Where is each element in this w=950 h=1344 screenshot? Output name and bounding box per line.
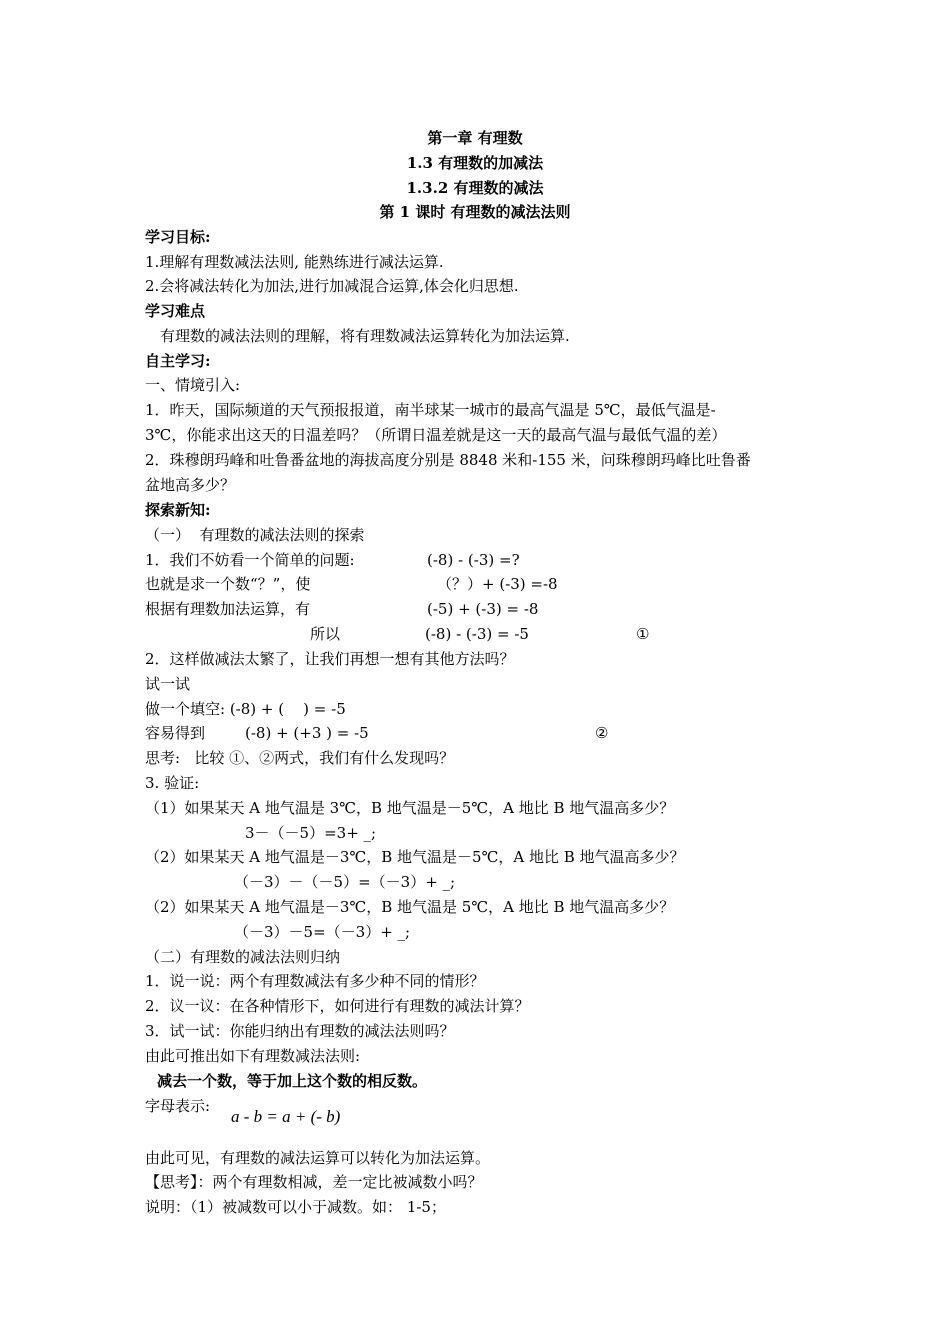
- part-1-title: （一） 有理数的减法法则的探索: [145, 526, 365, 544]
- section-title: 1.3 有理数的加减法: [406, 154, 544, 172]
- reasoning-text: 所以: [310, 625, 341, 643]
- subtraction-rule: 减去一个数，等于加上这个数的相反数。: [157, 1072, 428, 1090]
- reasoning-text: 也就是求一个数“？”，使: [145, 575, 311, 593]
- equation-marker-1: ①: [636, 625, 650, 643]
- reasoning-expression: (-8) - (-3) = -5: [425, 625, 529, 643]
- objective-item: 1.理解有理数减法法则, 能熟练进行减法运算.: [145, 253, 444, 271]
- verify-equation-1: 3－（－5）=3+ _;: [245, 824, 377, 842]
- question-2-line-1: 2．珠穆朗玛峰和吐鲁番盆地的海拔高度分别是 8848 米和-155 米，问珠穆朗玛峰比吐鲁番: [145, 451, 751, 469]
- part-2-title: （二）有理数的减法法则归纳: [145, 948, 341, 966]
- summary-item: 2．议一议：在各种情形下，如何进行有理数的减法计算？: [145, 997, 530, 1015]
- verify-question-1: （1）如果某天 A 地气温是 3℃，B 地气温是－5℃，A 地比 B 地气温高多少？: [145, 799, 675, 817]
- difficulty-heading: 学习难点: [145, 302, 206, 320]
- fill-blank-text: 做一个填空: (-8) + ( ) = -5: [145, 700, 346, 718]
- question-other-method: 2．这样做减法太繁了，让我们再想一想有其他方法吗？: [145, 650, 515, 668]
- derive-text: 由此可推出如下有理数减法法则:: [145, 1047, 361, 1065]
- question-2-line-2: 盆地高多少？: [145, 476, 236, 494]
- objectives-heading: 学习目标:: [145, 228, 211, 246]
- question-1-line-2: 3℃，你能求出这天的日温差吗？（所谓日温差就是这一天的最高气温与最低气温的差）: [145, 426, 727, 444]
- verify-heading: 3. 验证:: [145, 774, 200, 792]
- summary-item: 3．试一试：你能归纳出有理数的减法法则吗？: [145, 1022, 455, 1040]
- objective-item: 2.会将减法转化为加法,进行加减混合运算,体会化归思想.: [145, 277, 519, 295]
- easy-result-expression: (-8) + (+3 ) = -5: [245, 724, 369, 742]
- verify-question-2: （2）如果某天 A 地气温是－3℃，B 地气温是－5℃，A 地比 B 地气温高多少？: [145, 848, 685, 866]
- summary-item: 1．说一说：两个有理数减法有多少种不同的情形？: [145, 972, 485, 990]
- think-question: 思考: 比较 ①、②两式，我们有什么发现吗？: [145, 749, 455, 767]
- note-text: 说明：（1）被减数可以小于减数。如： 1-5；: [145, 1198, 446, 1216]
- chapter-title: 第一章 有理数: [427, 129, 523, 147]
- verify-equation-2: （－3）－（－5）=（－3）+ _;: [234, 873, 456, 891]
- difficulty-text: 有理数的减法法则的理解，将有理数减法运算转化为加法运算.: [160, 327, 570, 345]
- verify-question-3: （2）如果某天 A 地气温是－3℃，B 地气温是 5℃，A 地比 B 地气温高多少？: [145, 898, 675, 916]
- try-heading: 试一试: [145, 675, 191, 693]
- lesson-title: 第 1 课时 有理数的减法法则: [379, 203, 571, 221]
- reasoning-text: 1．我们不妨看一个简单的问题:: [145, 551, 355, 569]
- reasoning-expression: （？）+ (-3) =-8: [437, 575, 558, 593]
- rule-formula: a - b = a + (- b): [231, 1107, 341, 1126]
- question-1-line-1: 1．昨天，国际频道的天气预报报道，南半球某一城市的最高气温是 5℃，最低气温是-: [145, 401, 716, 419]
- self-study-heading: 自主学习:: [145, 352, 211, 370]
- letter-label: 字母表示:: [145, 1097, 211, 1115]
- conclusion-text: 由此可见，有理数的减法运算可以转化为加法运算。: [145, 1149, 491, 1167]
- explore-heading: 探索新知:: [145, 501, 211, 519]
- think-prompt: 【思考】：两个有理数相减，差一定比被减数小吗？: [145, 1173, 483, 1191]
- verify-equation-3: （－3）－5=（－3）+ _;: [234, 923, 411, 941]
- equation-marker-2: ②: [595, 724, 609, 742]
- reasoning-expression: (-5) + (-3) = -8: [427, 600, 539, 618]
- subsection-title: 1.3.2 有理数的减法: [406, 179, 544, 197]
- easy-result-text: 容易得到: [145, 724, 206, 742]
- reasoning-text: 根据有理数加法运算，有: [145, 600, 311, 618]
- scenario-intro: 一、情境引入:: [145, 376, 241, 394]
- reasoning-expression: (-8) - (-3) =?: [427, 551, 520, 569]
